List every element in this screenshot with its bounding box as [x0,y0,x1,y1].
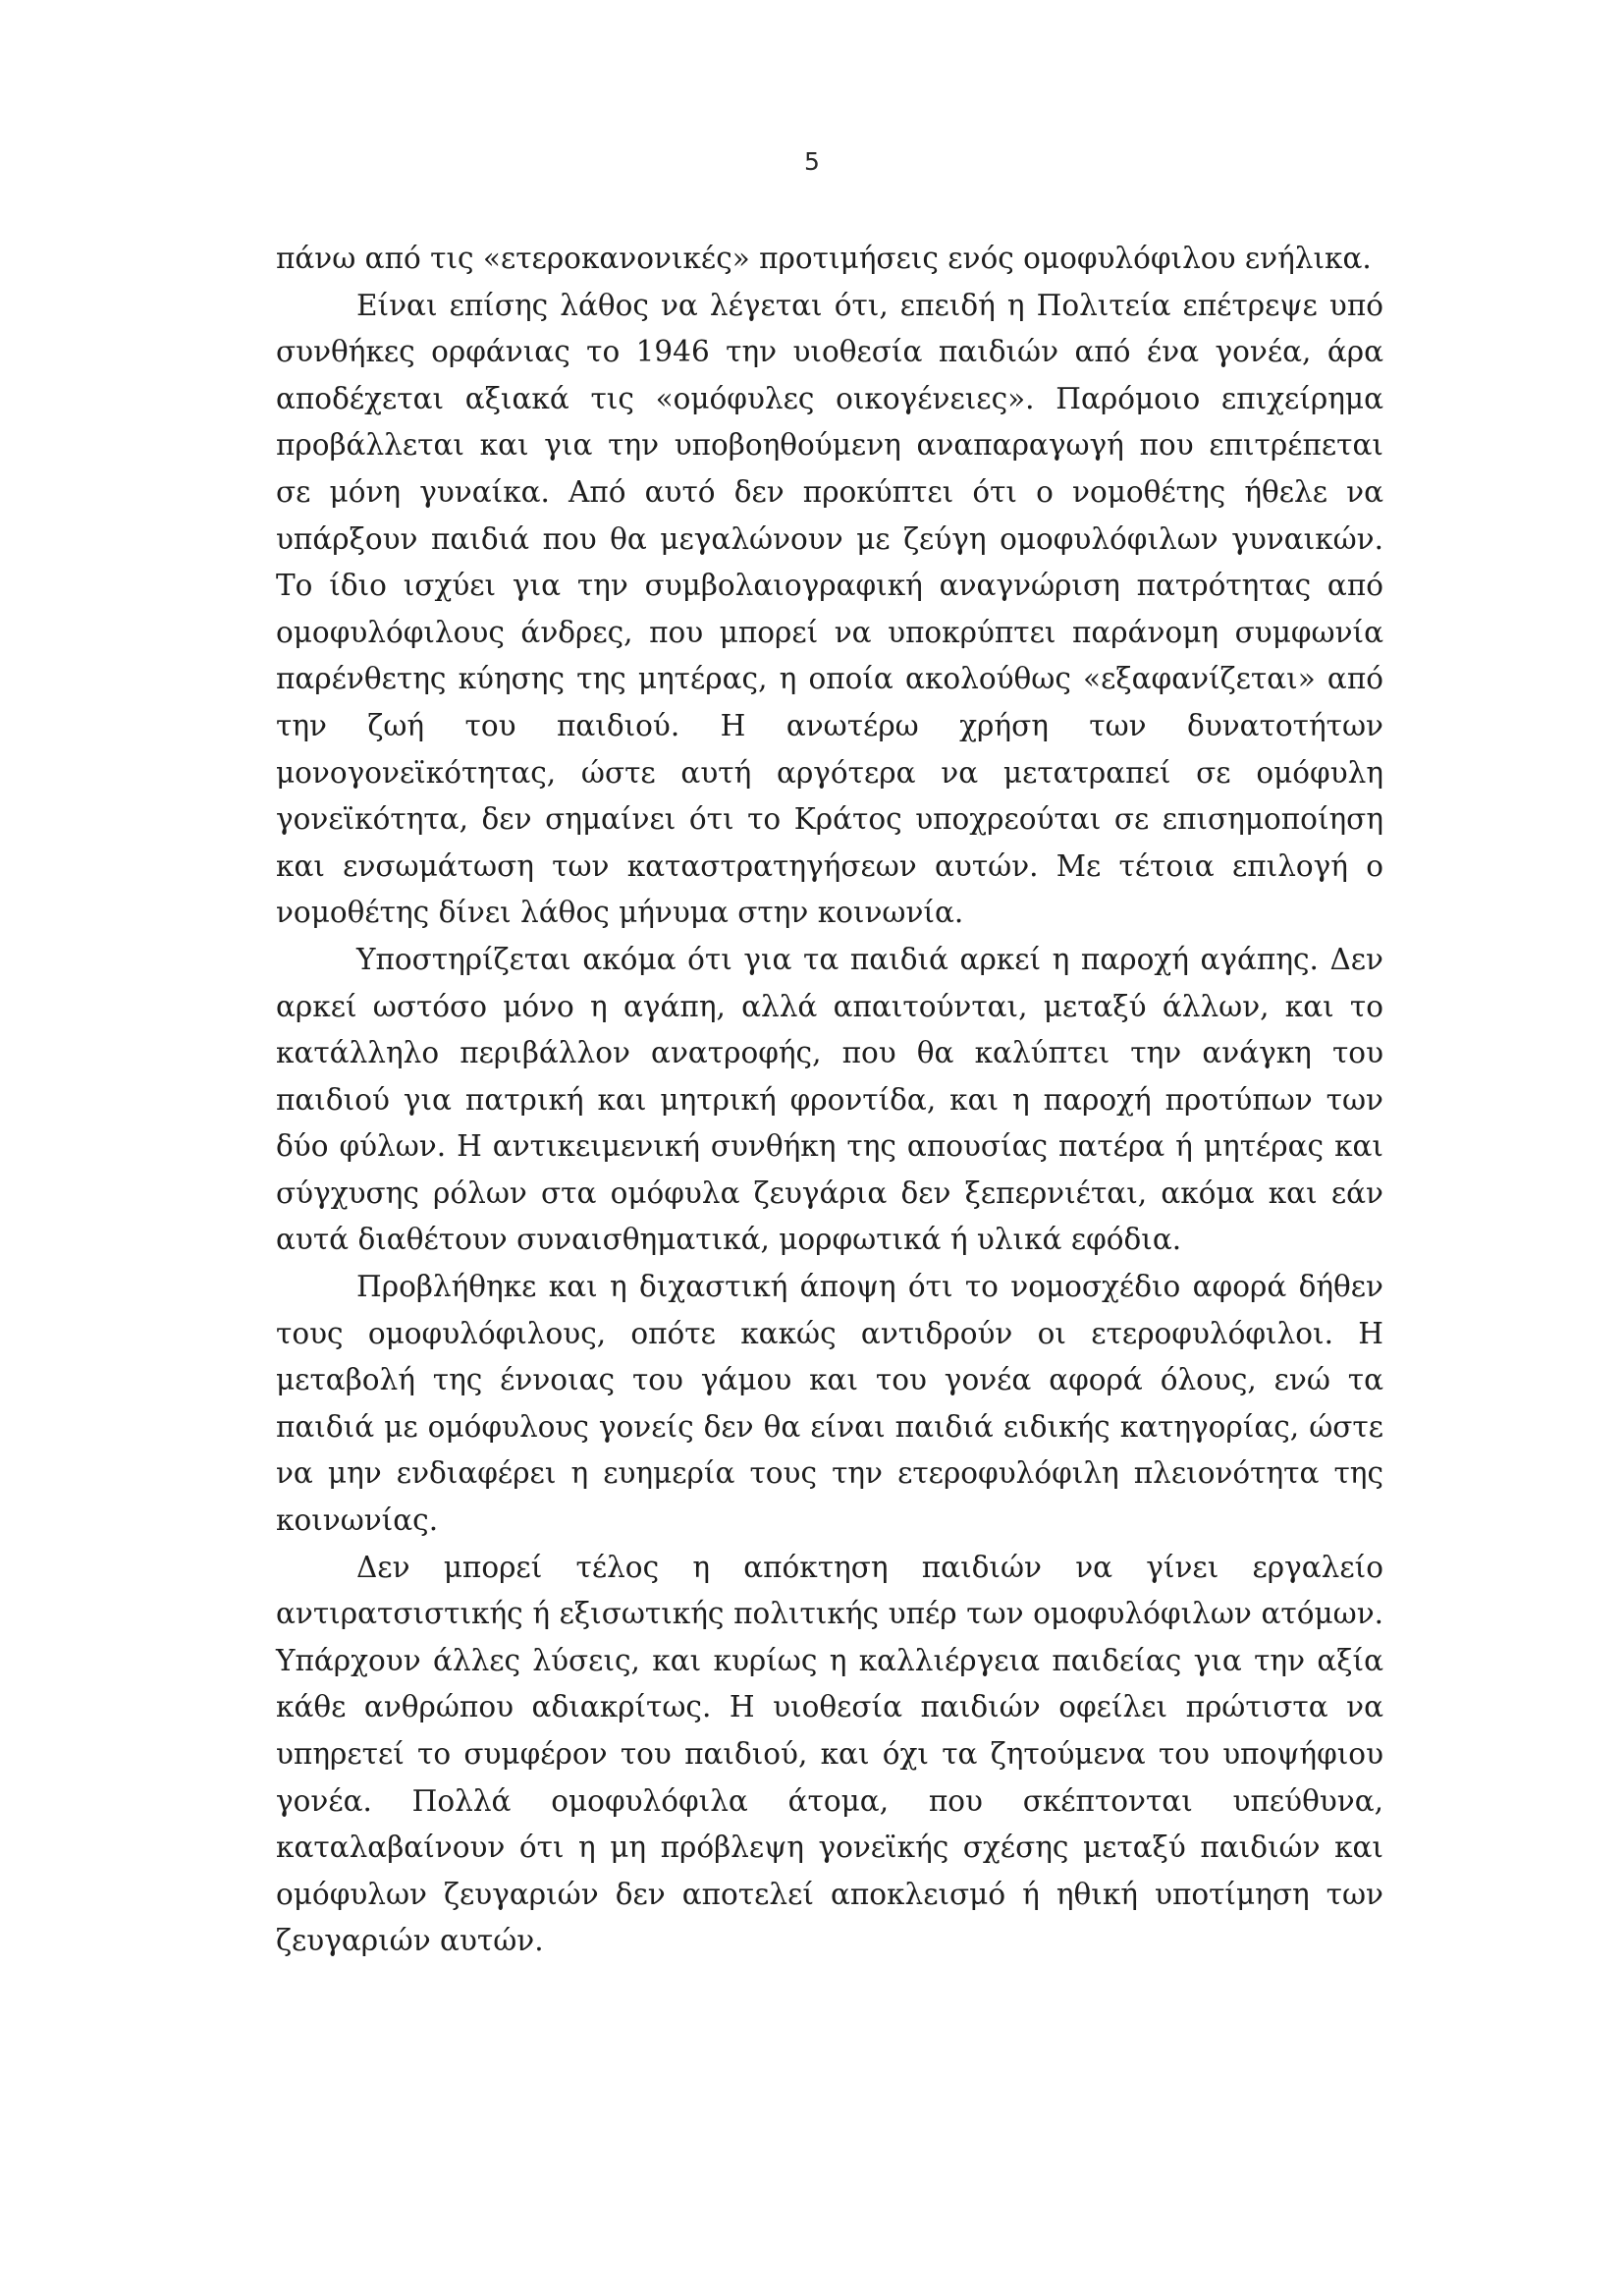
page-number: 5 [804,147,820,176]
paragraph-continuation: πάνω από τις «ετεροκανονικές» προτιμήσεις ενός ομοφυλόφιλου ενήλικα. [276,242,1372,275]
paragraph: Είναι επίσης λάθος να λέγεται ότι, επειδή η Πολιτεία επέτρεψε υπό συνθήκες ορφάνιας το 1946 την υιοθεσία παιδιών από ένα γονέα, άρα αποδέχεται αξιακά τις «ομόφυλες οικογένειες». Παρόμοιο επιχείρημα προβάλλεται και για την υποβοηθούμενη αναπαραγωγή που επιτρέπεται σε μόνη γυναίκα. Από αυτό δεν προκύπτει ότι ο νομοθέτης ήθελε να υπάρξουν παιδιά που θα μεγαλώνουν με ζεύγη ομοφυλόφιλων γυναικών. Το ίδιο ισχύει για την συμβολαιογραφική αναγνώριση πατρότητας από ομοφυλόφιλους άνδρες, που μπορεί να υποκρύπτει παράνομη συμφωνία παρένθετης κύησης της μητέρας, η οποία ακολούθως «εξαφανίζεται» από την ζωή του παιδιού. Η ανωτέρω χρήση των δυνατοτήτων μονογονεϊκότητας, ώστε αυτή αργότερα να μετατραπεί σε ομόφυλη γονεϊκότητα, δεν σημαίνει ότι το Κράτος υποχρεούται σε επισημοποίηση και ενσωμάτωση των καταστρατηγήσεων αυτών. Με τέτοια επιλογή ο νομοθέτης δίνει λάθος μήνυμα στην κοινωνία. [276,288,1383,930]
body-text [276,236,1383,1965]
paragraph: Προβλήθηκε και η διχαστική άποψη ότι το νομοσχέδιο αφορά δήθεν τους ομοφυλόφιλους, οπότε κακώς αντιδρούν οι ετεροφυλόφιλοι. Η μεταβολή της έννοιας του γάμου και του γονέα αφορά όλους, ενώ τα παιδιά με ομόφυλους γονείς δεν θα είναι παιδιά ειδικής κατηγορίας, ώστε να μην ενδιαφέρει η ευημερία τους την ετεροφυλόφιλη πλειονότητα της κοινωνίας. [276,1270,1383,1538]
paragraph: Υποστηρίζεται ακόμα ότι για τα παιδιά αρκεί η παροχή αγάπης. Δεν αρκεί ωστόσο μόνο η αγάπη, αλλά απαιτούνται, μεταξύ άλλων, και το κατάλληλο περιβάλλον ανατροφής, που θα καλύπτει την ανάγκη του παιδιού για πατρική και μητρική φροντίδα, και η παροχή προτύπων των δύο φύλων. Η αντικειμενική συνθήκη της απουσίας πατέρα ή μητέρας και σύγχυσης ρόλων στα ομόφυλα ζευγάρια δεν ξεπερνιέται, ακόμα και εάν αυτά διαθέτουν συναισθηματικά, μορφωτικά ή υλικά εφόδια. [276,942,1383,1257]
paragraph: Δεν μπορεί τέλος η απόκτηση παιδιών να γίνει εργαλείο αντιρατσιστικής ή εξισωτικής πολιτικής υπέρ των ομοφυλόφιλων ατόμων. Υπάρχουν άλλες λύσεις, και κυρίως η καλλιέργεια παιδείας για την αξία κάθε ανθρώπου αδιακρίτως. Η υιοθεσία παιδιών οφείλει πρώτιστα να υπηρετεί το συμφέρον του παιδιού, και όχι τα ζητούμενα του υποψήφιου γονέα. Πολλά ομοφυλόφιλα άτομα, που σκέπτονται υπεύθυνα, καταλαβαίνουν ότι η μη πρόβλεψη γονεϊκής σχέσης μεταξύ παιδιών και ομόφυλων ζευγαριών δεν αποτελεί αποκλεισμό ή ηθική υποτίμηση των ζευγαριών αυτών. [276,1550,1383,1958]
